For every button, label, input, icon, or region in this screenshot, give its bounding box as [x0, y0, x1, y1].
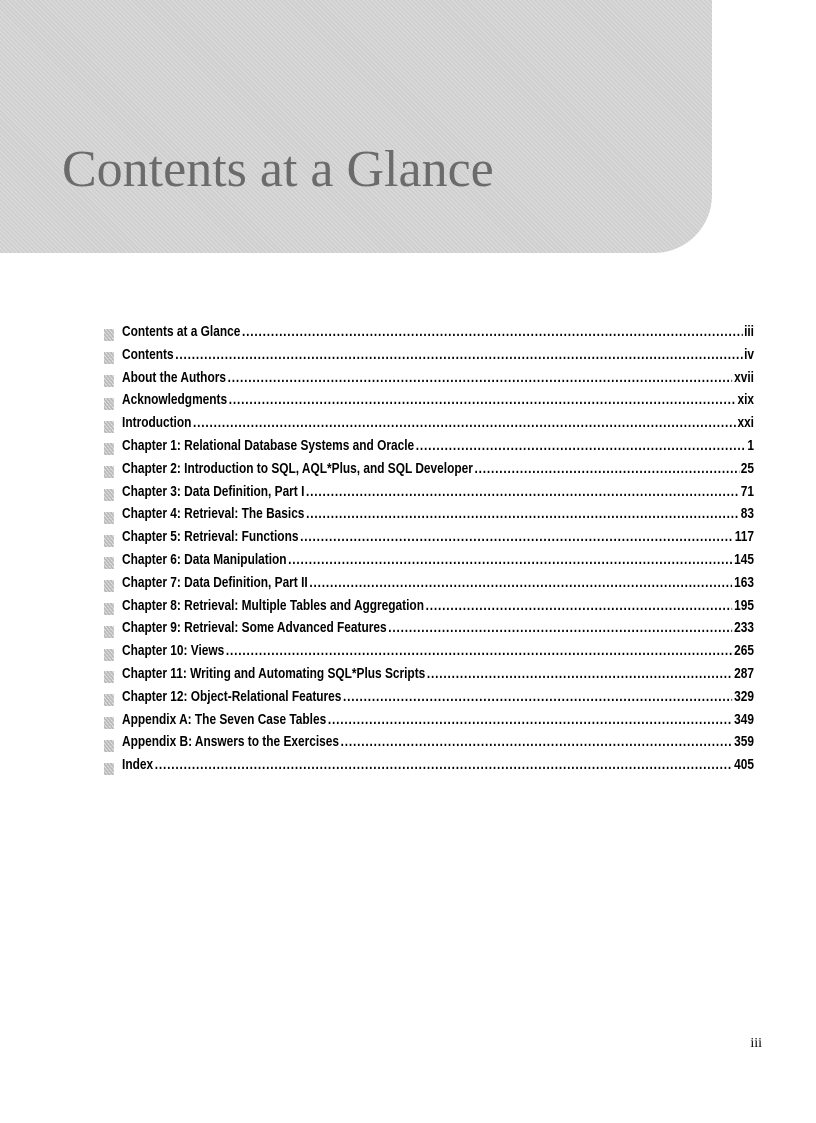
square-bullet-icon [104, 421, 114, 433]
toc-entry[interactable] [104, 438, 754, 461]
toc-entry[interactable] [104, 324, 754, 347]
square-bullet-icon [104, 603, 114, 615]
toc-entry-page-number: 349 [734, 711, 754, 728]
toc-entry-label: Chapter 11: Writing and Automating SQL*Plus Scripts [122, 665, 426, 682]
square-bullet-icon [104, 512, 114, 524]
toc-entry-label: Chapter 2: Introduction to SQL, AQL*Plus, and SQL Developer [122, 460, 473, 477]
square-bullet-icon [104, 352, 114, 364]
square-bullet-icon [104, 557, 114, 569]
square-bullet-icon [104, 740, 114, 752]
toc-entry[interactable] [104, 598, 754, 621]
square-bullet-icon [104, 443, 114, 455]
dot-leader [426, 598, 733, 614]
toc-entry[interactable] [104, 461, 754, 484]
toc-entry[interactable] [104, 757, 754, 780]
toc-entry-page-number: 233 [734, 620, 754, 637]
toc-entry-page-number: 83 [740, 506, 754, 523]
toc-entry-page-number: 117 [734, 529, 754, 546]
toc-entry-page-number: xvii [734, 369, 754, 386]
square-bullet-icon [104, 763, 114, 775]
toc-entry-page-number: 145 [734, 551, 754, 568]
square-bullet-icon [104, 398, 114, 410]
toc-entry-label: About the Authors [122, 369, 226, 386]
toc-entry-page-number: 25 [740, 460, 754, 477]
dot-leader [300, 529, 733, 545]
toc-entry[interactable] [104, 347, 754, 370]
toc-entry[interactable] [104, 484, 754, 507]
toc-entry-label: Chapter 6: Data Manipulation [122, 551, 287, 568]
dot-leader [229, 392, 736, 408]
toc-entry-page-number: iv [744, 346, 754, 363]
toc-entry-page-number: xix [737, 392, 754, 409]
toc-entry-label: Chapter 5: Retrieval: Functions [122, 529, 299, 546]
dot-leader [288, 552, 732, 568]
toc-entry-page-number: xxi [737, 415, 754, 432]
dot-leader [328, 712, 733, 728]
square-bullet-icon [104, 580, 114, 592]
dot-leader [155, 757, 733, 773]
toc-entry-label: Chapter 10: Views [122, 643, 225, 660]
square-bullet-icon [104, 671, 114, 683]
toc-entry[interactable] [104, 620, 754, 643]
toc-entry-label: Index [122, 757, 154, 774]
toc-entry[interactable] [104, 575, 754, 598]
toc-entry[interactable] [104, 666, 754, 689]
toc-entry-label: Chapter 7: Data Definition, Part II [122, 574, 308, 591]
toc-entry-label: Chapter 12: Object-Relational Features [122, 688, 342, 705]
toc-entry-label: Chapter 9: Retrieval: Some Advanced Features [122, 620, 387, 637]
toc-entry-page-number: 163 [734, 574, 754, 591]
toc-entry[interactable] [104, 370, 754, 393]
toc-entry[interactable] [104, 529, 754, 552]
dot-leader [341, 734, 733, 750]
square-bullet-icon [104, 649, 114, 661]
toc-entry-label: Chapter 3: Data Definition, Part I [122, 483, 305, 500]
square-bullet-icon [104, 466, 114, 478]
square-bullet-icon [104, 489, 114, 501]
toc-entry-page-number: 1 [747, 437, 754, 454]
toc-entry-label: Appendix A: The Seven Case Tables [122, 711, 327, 728]
toc-entry-page-number: 405 [734, 757, 754, 774]
dot-leader [343, 689, 732, 705]
square-bullet-icon [104, 375, 114, 387]
dot-leader [242, 324, 742, 340]
toc-entry[interactable] [104, 689, 754, 712]
dot-leader [175, 347, 742, 363]
toc-entry-label: Contents [122, 346, 174, 363]
page-number: iii [750, 1036, 762, 1051]
toc-entry-label: Chapter 1: Relational Database Systems and Oracle [122, 437, 415, 454]
toc-entry[interactable] [104, 712, 754, 735]
square-bullet-icon [104, 535, 114, 547]
dot-leader [228, 370, 733, 386]
dot-leader [416, 438, 746, 454]
square-bullet-icon [104, 694, 114, 706]
toc-entry[interactable] [104, 506, 754, 529]
toc-entry[interactable] [104, 552, 754, 575]
dot-leader [226, 643, 733, 659]
square-bullet-icon [104, 329, 114, 341]
toc-entry-page-number: 195 [734, 597, 754, 614]
page-title: Contents at a Glance [62, 141, 494, 198]
dot-leader [388, 620, 732, 636]
table-of-contents [104, 324, 754, 780]
dot-leader [193, 415, 736, 431]
toc-entry[interactable] [104, 643, 754, 666]
toc-entry-label: Chapter 8: Retrieval: Multiple Tables and Aggregation [122, 597, 424, 614]
dot-leader [306, 506, 739, 522]
toc-entry-page-number: 265 [734, 643, 754, 660]
square-bullet-icon [104, 717, 114, 729]
toc-entry[interactable] [104, 415, 754, 438]
dot-leader [306, 484, 739, 500]
dot-leader [427, 666, 733, 682]
toc-entry-label: Appendix B: Answers to the Exercises [122, 734, 339, 751]
toc-entry-page-number: 329 [734, 688, 754, 705]
toc-entry[interactable] [104, 392, 754, 415]
toc-entry-label: Acknowledgments [122, 392, 228, 409]
header-band [0, 0, 712, 253]
toc-entry-label: Chapter 4: Retrieval: The Basics [122, 506, 305, 523]
toc-entry-page-number: iii [744, 324, 754, 340]
toc-entry-page-number: 71 [740, 483, 754, 500]
square-bullet-icon [104, 626, 114, 638]
toc-entry-label: Contents at a Glance [122, 324, 241, 340]
toc-entry-label: Introduction [122, 415, 192, 432]
toc-entry-page-number: 359 [734, 734, 754, 751]
dot-leader [474, 461, 739, 477]
toc-entry[interactable] [104, 734, 754, 757]
dot-leader [309, 575, 732, 591]
toc-entry-page-number: 287 [734, 665, 754, 682]
